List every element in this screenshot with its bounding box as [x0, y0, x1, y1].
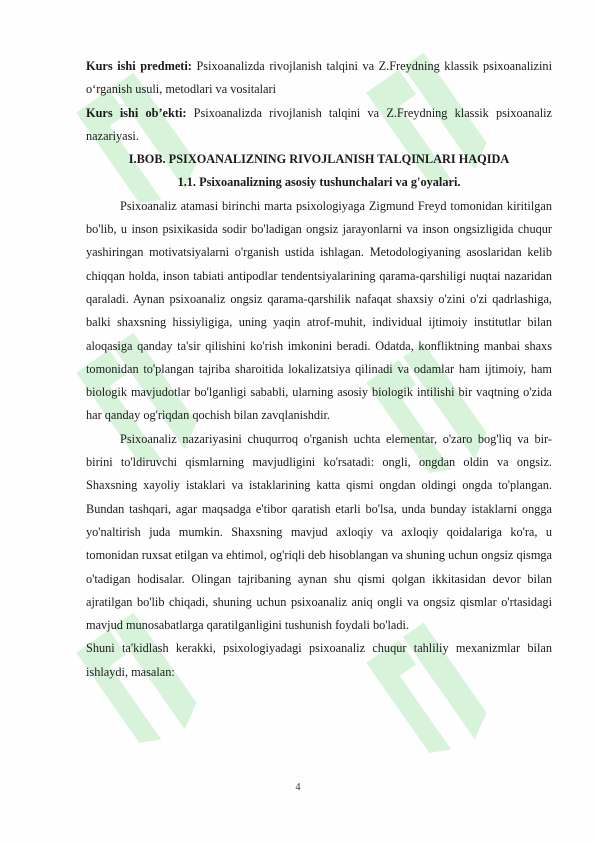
course-object-label: Kurs ishi ob’ekti: [86, 105, 187, 120]
course-subject [86, 55, 552, 102]
section-title: 1.1. Psixoanalizning asosiy tushunchalari va g'oyalari. [177, 175, 461, 190]
course-subject-text: Psixoanalizda rivojlanish talqini va Z.Freydning klassik psixoanalizini o‘rganish usuli, metodlari va vositalari [86, 59, 552, 97]
paragraph-3: Shuni ta'kidlash kerakki, psixologiyadagi psixoanaliz chuqur tahliliy mexanizmlar bilan ishlaydi, masalan: [86, 641, 552, 679]
paragraph-2: Psixoanaliz nazariyasini chuqurroq o'rganish uchta elementar, o'zaro bog'liq va bir-birini to'ldiruvchi qismlarning mavjudligini ko'rsatadi: ongli, ongdan oldin va ongsiz. Shaxsning xayoliy istaklari va istaklarining katta qismi ongdan oldingi ongda to'plangan. Bundan tashqari, agar maqsadga e'tibor qaratish etarli bo'lsa, unda bunday istaklarni ongga yo'naltirish juda mumkin. Shaxsning mavjud axloqiy va axloqiy qoidalariga ko'ra, u tomonidan ruxsat etilgan va ehtimol, og'riqli deb hisoblangan va shuning uchun ongsiz qismga o'tadigan hodisalar. Olingan tajribaning aynan shu qismi qolgan ikkitasidan devor bilan ajratilgan bo'lib chiqadi, shuning uchun psixoanaliz aniq ongli va ongsiz qismlar o'rtasidagi mavjud munosabatlarga qaratilganligini tushunish foydali bo'ladi. [86, 431, 552, 633]
course-subject-label: Kurs ishi predmeti: [86, 59, 192, 73]
document-body [86, 55, 552, 684]
chapter-title: I.BOB. PSIXOANALIZNING RIVOJLANISH TALQINLARI HAQIDA [128, 152, 510, 167]
page-number: 4 [295, 782, 301, 793]
paragraph-1: Psixoanaliz atamasi birinchi marta psixologiyaga Zigmund Freyd tomonidan kiritilgan bo'lib, u inson psixikasida sodir bo'ladigan ongsiz jarayonlarni va inson ongsizligida chuqur yashiringan motivatsiyalarni o'rganish ustida ishlagan. Metodologiyaning asoslaridan kelib chiqqan holda, inson tabiati antipodlar tendentsiyalarining qarama-qarshiligi nuqtai nazaridan qaraladi. Aynan psixoanaliz ongsiz qarama-qarshilik nafaqat shaxsiy o'zini o'zi qadrlashiga, balki shaxsning hissiyligiga, uning yaqin atrof-muhit, individual ijtimoiy institutlar bilan aloqasiga qanday ta'sir qilishini ko'rish imkonini beradi. Odatda, konfliktning manbai shaxs tomonidan to'plangan tajriba sharoitida lokalizatsiya qilinadi va odamlar ham ijtimoiy, ham biologik mavjudotlar bo'lganligi sababli, ularning asosiy biologik intilishi bir vaqtning o'zida har qanday og'riqdan qochish bilan zavqlanishdir. [86, 198, 552, 423]
course-object-text: Psixoanalizda rivojlanish talqini va Z.Freydning klassik psixoanaliz nazariyasi. [86, 105, 552, 143]
course-object [86, 102, 552, 149]
